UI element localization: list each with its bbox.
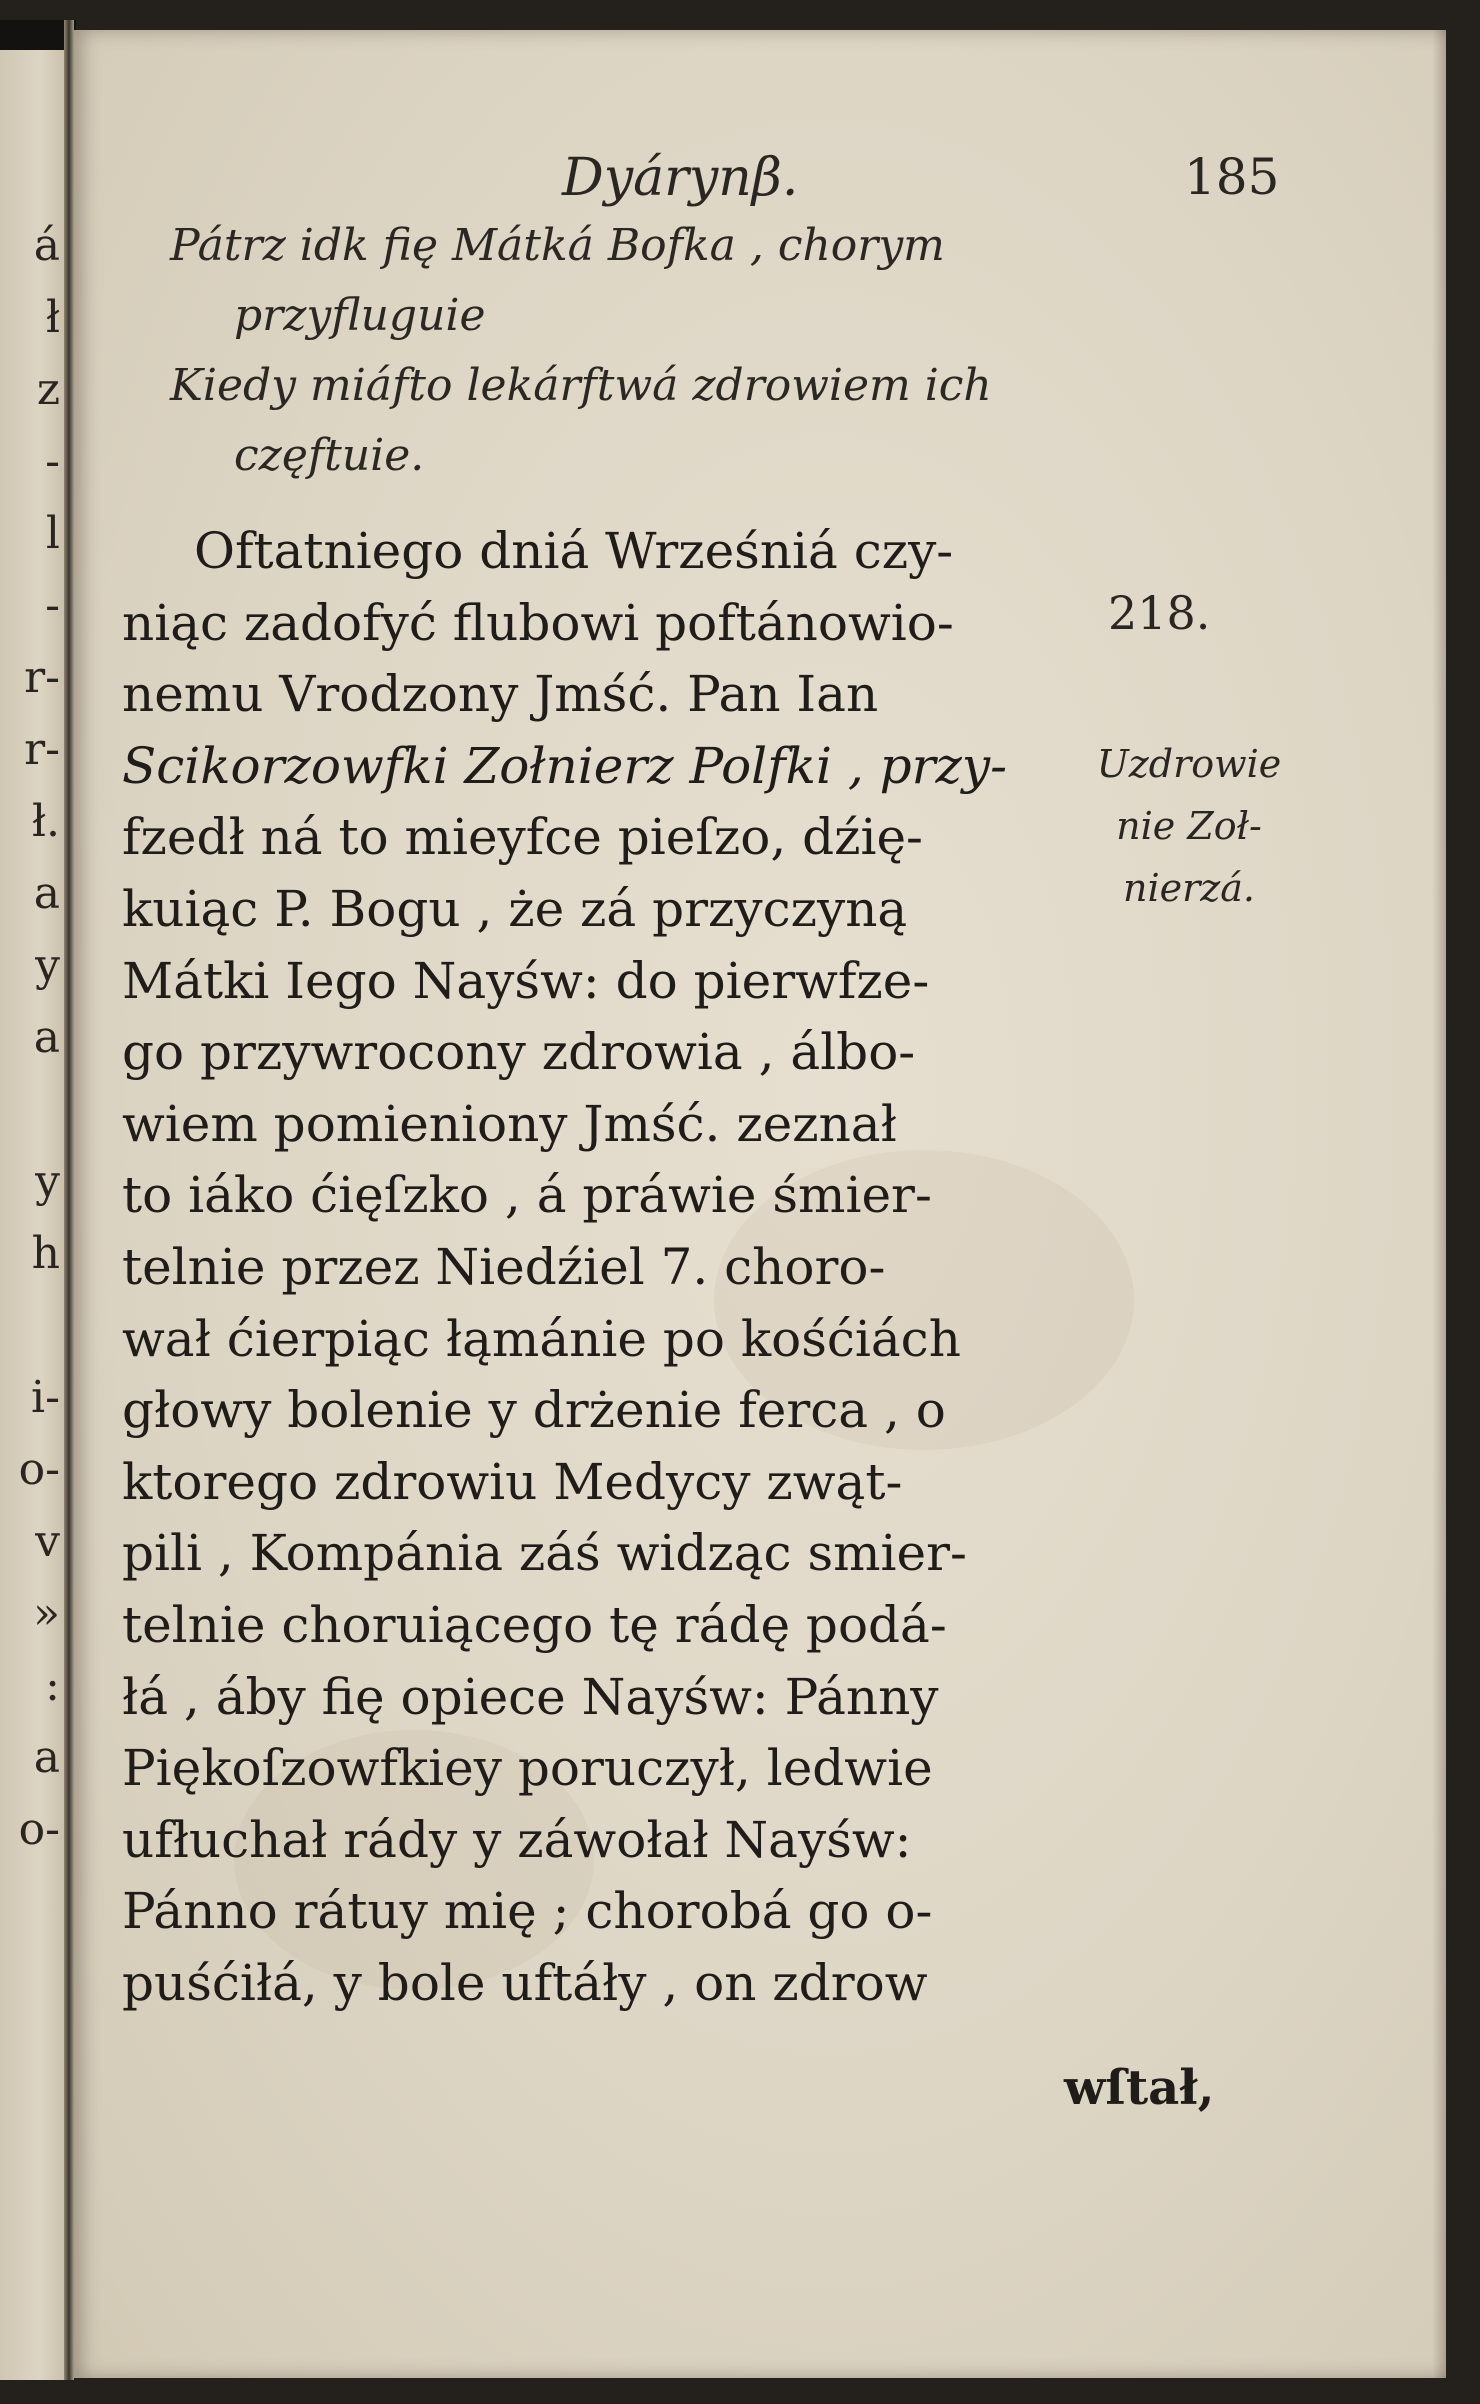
text-line: fzedł ná to mieyfce pieſzo, dźię-	[122, 808, 923, 867]
edge-letter: o-	[18, 1444, 60, 1495]
edge-letter: -	[45, 580, 60, 631]
verse-block	[170, 220, 1130, 500]
edge-letter	[0, 1290, 60, 1362]
text-line: wiem pomieniony Jmść. zeznał	[122, 1094, 897, 1153]
edge-letter: z	[36, 364, 60, 415]
verse-line: przyfluguie	[234, 290, 486, 341]
edge-letter: y	[35, 1156, 60, 1207]
edge-letter: ł	[45, 292, 60, 343]
page	[74, 30, 1446, 2378]
text-line: głowy bolenie y drżenie ferca , o	[122, 1381, 946, 1440]
text-line: puśćiłá, y bole uftáły , on zdrow	[122, 1953, 928, 2012]
edge-letter: »	[33, 1588, 60, 1639]
text-line: Mátki Iego Nayśw: do pierwfze-	[122, 951, 930, 1010]
edge-letter: v	[35, 1516, 60, 1567]
previous-page-letters	[0, 210, 60, 1866]
edge-letter: a	[33, 868, 60, 919]
verse-line: Kiedy miáfto lekárftwá zdrowiem ich	[170, 360, 992, 411]
edge-letter: i-	[31, 1372, 60, 1423]
text-line: to iáko ćięſzko , á práwie śmier-	[122, 1166, 932, 1225]
edge-letter: o-	[18, 1804, 60, 1855]
page-edge-shadow	[1432, 30, 1446, 2378]
text-line: niąc zadofyć flubowi poftánowio-	[122, 593, 954, 652]
book-gutter	[64, 20, 74, 2380]
page-number: 185	[1184, 148, 1280, 206]
text-line: ufłuchał rády y záwołał Nayśw:	[122, 1810, 912, 1869]
edge-letter: a	[33, 1732, 60, 1783]
margin-note-line: nierzá.	[1122, 866, 1256, 910]
page-header	[74, 148, 1446, 218]
margin-note-line: Uzdrowie	[1096, 742, 1282, 786]
edge-letter: á	[33, 220, 60, 271]
margin-note	[1074, 742, 1304, 928]
edge-letter: -	[45, 436, 60, 487]
text-line: telnie choruiącego tę rádę podá-	[122, 1595, 947, 1654]
text-line: kuiąc P. Bogu , że zá przyczyną	[122, 879, 908, 938]
edge-letter: :	[45, 1660, 60, 1711]
text-line: nemu Vrodzony Jmść. Pan Ian	[122, 665, 879, 724]
edge-letter: y	[35, 940, 60, 991]
verse-line: Pátrz idk fię Mátká Bofka , chorym	[170, 220, 945, 271]
edge-letter	[0, 1074, 60, 1146]
running-head: Dyárynβ.	[562, 148, 799, 208]
text-line: wał ćierpiąc łąmánie po kośćiách	[122, 1309, 961, 1368]
previous-page-edge	[0, 20, 66, 2380]
text-line: pili , Kompánia záś widząc smier-	[122, 1524, 967, 1583]
text-line: Scikorzowfki Zołnierz Polfki , przy-	[122, 736, 1008, 795]
edge-letter: a	[33, 1012, 60, 1063]
text-line: go przywrocony zdrowia , álbo-	[122, 1023, 916, 1082]
edge-letter: l	[45, 508, 60, 559]
edge-letter: r-	[24, 652, 60, 703]
margin-entry-number: 218.	[1108, 586, 1211, 640]
body-text	[122, 522, 1112, 2025]
text-line: łá , áby fię opiece Nayśw: Pánny	[122, 1667, 939, 1726]
verse-line: częftuie.	[234, 430, 425, 481]
edge-letter: h	[31, 1228, 60, 1279]
text-line: telnie przez Niedźiel 7. choro-	[122, 1237, 886, 1296]
text-line: Oftatniego dniá Wrześniá czy-	[194, 522, 954, 580]
margin-note-line: nie Zoł-	[1116, 804, 1262, 848]
text-line: Piękoſzowfkiey poruczył, ledwie	[122, 1739, 933, 1798]
text-line: Pánno rátuy mię ; chorobá go o-	[122, 1882, 933, 1941]
edge-letter: r-	[24, 724, 60, 775]
text-line: ktorego zdrowiu Medycy zwąt-	[122, 1452, 903, 1511]
edge-letter: ł.	[31, 796, 60, 847]
catchword: wſtał,	[1064, 2060, 1215, 2116]
